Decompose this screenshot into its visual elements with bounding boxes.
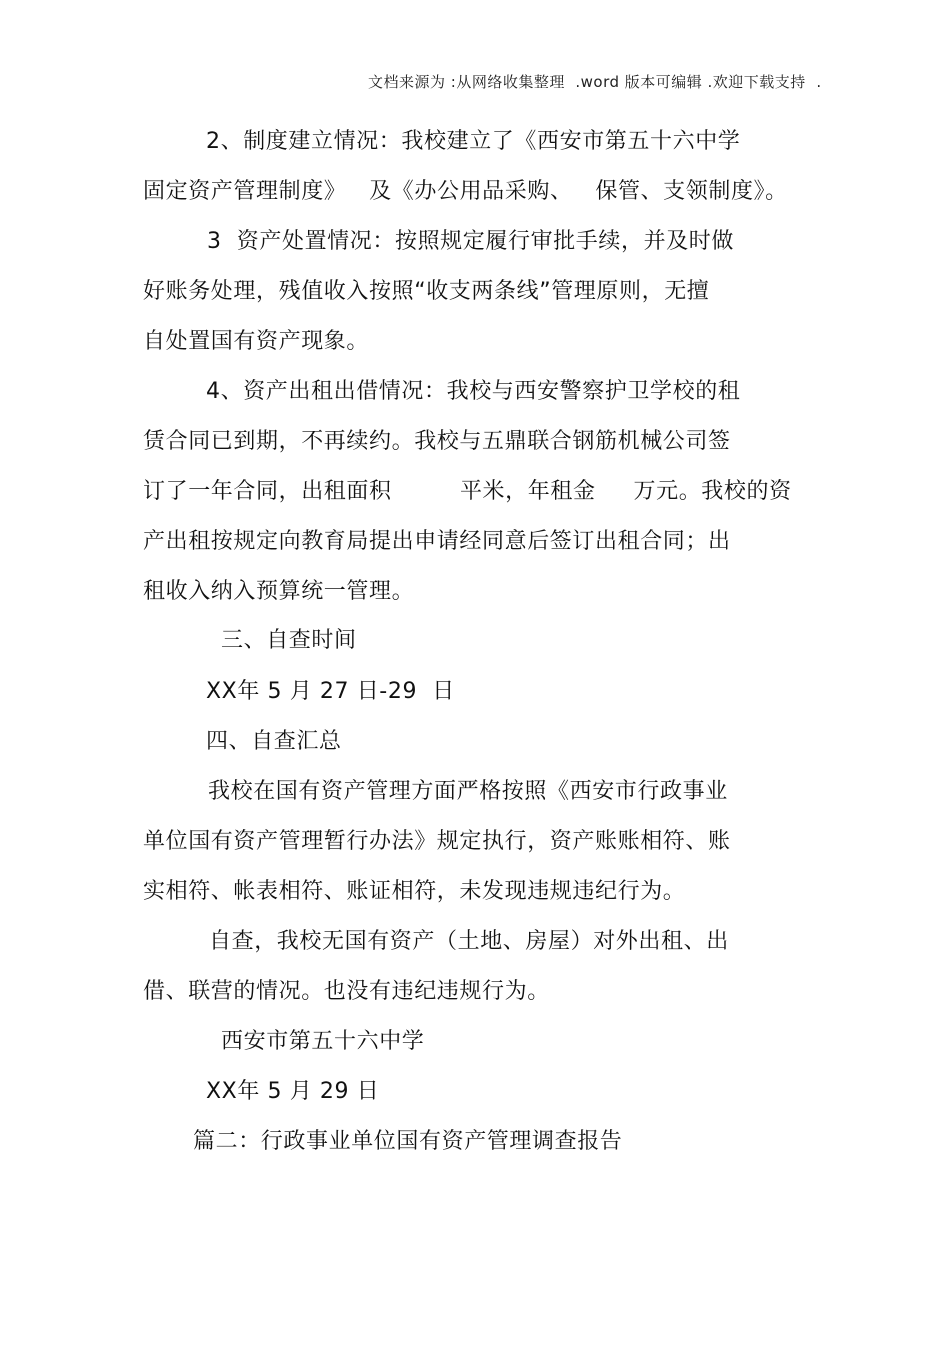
paragraph-line: 租收入纳入预算统一管理。 — [143, 579, 415, 604]
signature-date: XX年 5 月 29 日 — [206, 1079, 380, 1104]
paragraph-line: 赁合同已到期，不再续约。我校与五鼎联合钢筋机械公司签 — [143, 429, 731, 454]
paragraph-line: 好账务处理，残值收入按照“收支两条线”管理原则，无擅 — [143, 279, 710, 304]
paragraph-line: 固定资产管理制度》 及《办公用品采购、 保管、支领制度》。 — [143, 179, 788, 204]
paragraph-line: 2、制度建立情况：我校建立了《西安市第五十六中学 — [206, 129, 741, 154]
section-heading: 三、自查时间 — [221, 628, 357, 653]
paragraph-line: 单位国有资产管理暂行办法》规定执行，资产账账相符、账 — [143, 829, 731, 854]
paragraph-line: 自查，我校无国有资产（土地、房屋）对外出租、出 — [209, 929, 729, 954]
paragraph-line: 产出租按规定向教育局提出申请经同意后签订出租合同；出 — [143, 529, 731, 554]
next-article-title: 篇二：行政事业单位国有资产管理调查报告 — [193, 1129, 623, 1154]
header-source-note: 文档来源为 :从网络收集整理 .word 版本可编辑 .欢迎下载支持 . — [368, 73, 822, 91]
signature-org: 西安市第五十六中学 — [221, 1029, 425, 1054]
paragraph-line: 实相符、帐表相符、账证相符，未发现违规违纪行为。 — [143, 879, 686, 904]
paragraph-line: 订了一年合同，出租面积 平米，年租金 万元。我校的资 — [143, 479, 792, 504]
paragraph-line: 我校在国有资产管理方面严格按照《西安市行政事业 — [208, 779, 728, 804]
paragraph-line: 自处置国有资产现象。 — [143, 329, 370, 354]
date-line: XX年 5 月 27 日-29 日 — [206, 679, 455, 704]
paragraph-line: 借、联营的情况。也没有违纪违规行为。 — [143, 979, 550, 1004]
paragraph-line: 3 资产处置情况：按照规定履行审批手续，并及时做 — [207, 229, 734, 254]
paragraph-line: 4、资产出租出借情况：我校与西安警察护卫学校的租 — [206, 379, 741, 404]
section-heading: 四、自查汇总 — [206, 729, 342, 754]
